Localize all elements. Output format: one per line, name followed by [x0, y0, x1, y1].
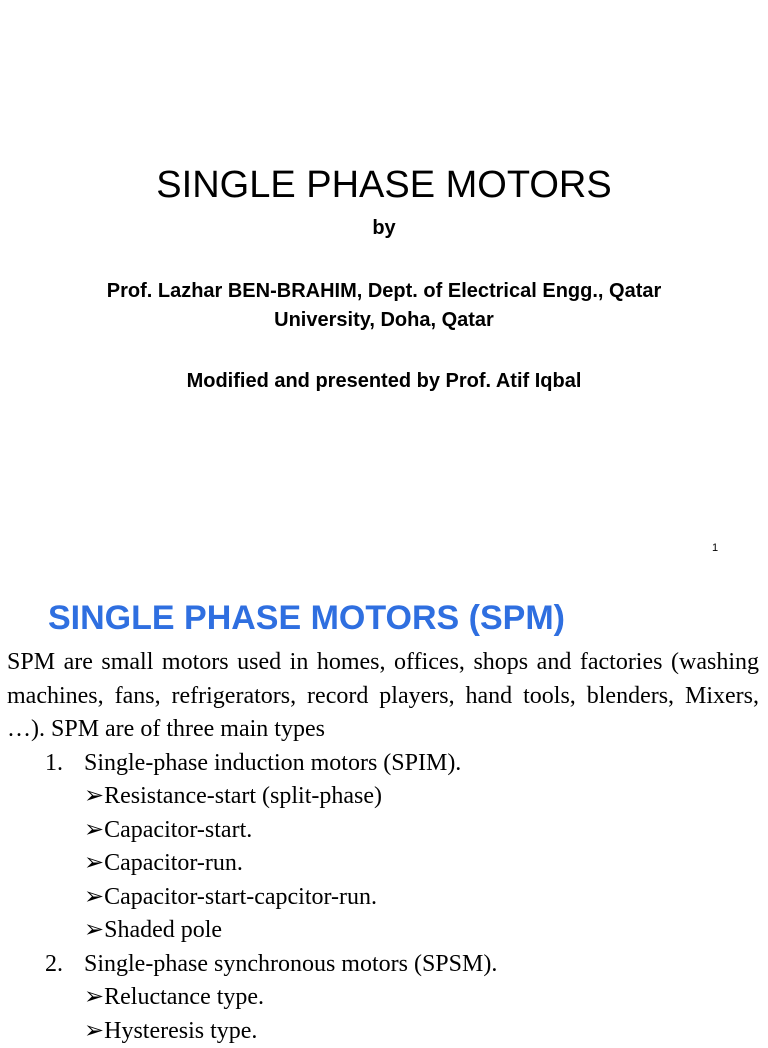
arrow-bullet-icon: ➢	[84, 1015, 104, 1048]
slide2-intro: SPM are small motors used in homes, offices, shops and factories (washing machines, fans, refrigerators, record players, hand tools, blenders, Mixers, …). SPM are of three main types	[7, 646, 759, 747]
motor-subtype-label: Shaded pole	[104, 917, 222, 943]
motor-type-number: 2.	[45, 948, 84, 982]
motor-subtype-list	[7, 780, 759, 948]
motor-subtype-item	[7, 1015, 759, 1048]
motor-subtype-label: Resistance-start (split-phase)	[104, 783, 382, 809]
arrow-bullet-icon: ➢	[84, 981, 104, 1015]
motor-type-label: Single-phase induction motors (SPIM).	[84, 747, 461, 781]
motor-types-list	[7, 747, 759, 1048]
motor-type-item	[7, 948, 759, 1048]
motor-subtype-label: Capacitor-run.	[104, 850, 243, 876]
arrow-bullet-icon: ➢	[84, 914, 104, 948]
slide1-by: by	[0, 216, 768, 240]
motor-subtype-list	[7, 981, 759, 1048]
motor-subtype-label: Hysteresis type.	[104, 1018, 257, 1044]
slide2-body	[7, 646, 759, 1048]
motor-subtype-label: Capacitor-start.	[104, 817, 252, 843]
motor-type-item	[7, 747, 759, 948]
motor-type-number: 1.	[45, 747, 84, 781]
motor-subtype-item	[7, 780, 759, 814]
motor-subtype-item	[7, 814, 759, 848]
motor-subtype-item	[7, 914, 759, 948]
motor-type-label: Single-phase synchronous motors (SPSM).	[84, 948, 497, 982]
content-slide	[0, 576, 768, 1024]
slide2-title: SINGLE PHASE MOTORS (SPM)	[48, 598, 565, 638]
slide1-page-number: 1	[700, 541, 730, 555]
slide1-title: SINGLE PHASE MOTORS	[0, 162, 768, 208]
motor-subtype-item	[7, 847, 759, 881]
motor-subtype-item	[7, 881, 759, 915]
motor-subtype-label: Reluctance type.	[104, 984, 264, 1010]
motor-type-head	[7, 747, 759, 781]
arrow-bullet-icon: ➢	[84, 847, 104, 881]
motor-subtype-item	[7, 981, 759, 1015]
arrow-bullet-icon: ➢	[84, 780, 104, 814]
arrow-bullet-icon: ➢	[84, 881, 104, 915]
slide1-author: Prof. Lazhar BEN-BRAHIM, Dept. of Electrical Engg., Qatar University, Doha, Qatar	[60, 277, 708, 335]
motor-type-head	[7, 948, 759, 982]
slide1-modified: Modified and presented by Prof. Atif Iqbal	[0, 369, 768, 393]
motor-subtype-label: Capacitor-start-capcitor-run.	[104, 884, 377, 910]
arrow-bullet-icon: ➢	[84, 814, 104, 848]
